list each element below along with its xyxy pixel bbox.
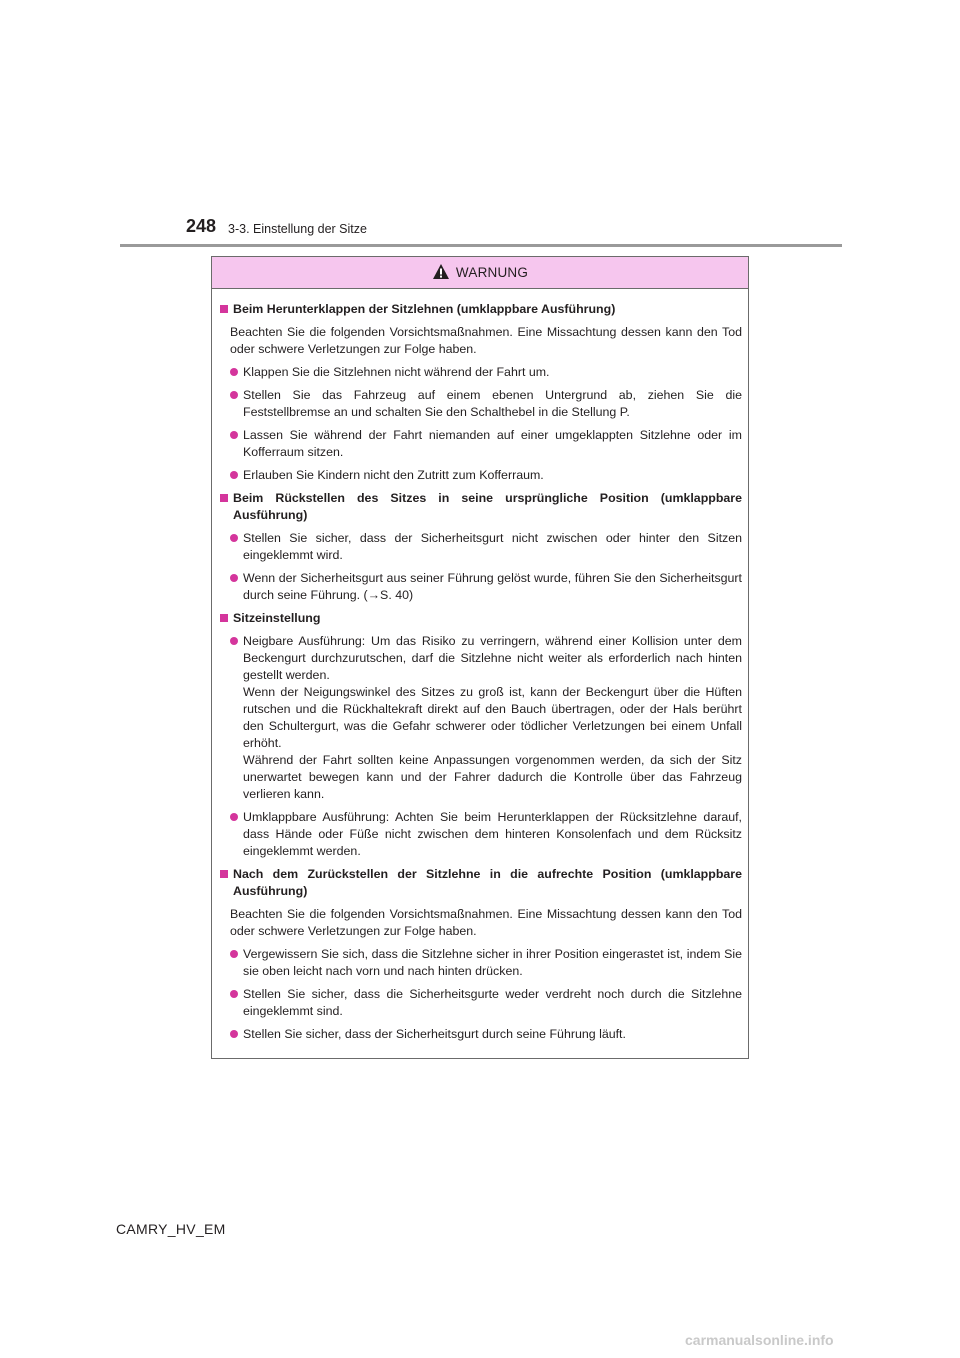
- list-item: Stellen Sie sicher, dass der Sicherheitsgurt nicht zwischen oder hinter den Sitzen eingeklemmt wird.: [219, 530, 742, 564]
- section-title: 3-3. Einstellung der Sitze: [228, 222, 367, 236]
- warning-body: [212, 289, 748, 1043]
- list-item: Klappen Sie die Sitzlehnen nicht während der Fahrt um.: [219, 364, 742, 381]
- circle-bullet-icon: [230, 1030, 238, 1038]
- square-bullet-icon: [220, 614, 228, 622]
- list-item: Wenn der Sicherheitsgurt aus seiner Führung gelöst wurde, führen Sie den Sicherheitsgurt durch seine Führung. (→S. 40): [219, 570, 742, 604]
- circle-bullet-icon: [230, 431, 238, 439]
- warning-box: [211, 256, 749, 1059]
- circle-bullet-icon: [230, 534, 238, 542]
- list-item: Stellen Sie das Fahrzeug auf einem ebenen Untergrund ab, ziehen Sie die Feststellbremse an und schalten Sie den Schalthebel in die Stellung P.: [219, 387, 742, 421]
- paragraph: Beachten Sie die folgenden Vorsichtsmaßnahmen. Eine Missachtung dessen kann den Tod oder schwere Verletzungen zur Folge haben.: [230, 325, 742, 356]
- section-heading: Nach dem Zurückstellen der Sitzlehne in die aufrechte Position (umklappbare Ausführung): [219, 866, 742, 900]
- circle-bullet-icon: [230, 813, 238, 821]
- circle-bullet-icon: [230, 950, 238, 958]
- document-code: CAMRY_HV_EM: [116, 1221, 226, 1237]
- circle-bullet-icon: [230, 471, 238, 479]
- circle-bullet-icon: [230, 368, 238, 376]
- list-item: Lassen Sie während der Fahrt niemanden auf einer umgeklappten Sitzlehne oder im Kofferraum sitzen.: [219, 427, 742, 461]
- list-item: Vergewissern Sie sich, dass die Sitzlehne sicher in ihrer Position eingerastet ist, indem Sie sie oben leicht nach vorn und nach hinten drücken.: [219, 946, 742, 980]
- warning-triangle-icon: [432, 263, 450, 280]
- header-divider: [120, 244, 842, 247]
- circle-bullet-icon: [230, 391, 238, 399]
- list-item: Umklappbare Ausführung: Achten Sie beim Herunterklappen der Rücksitzlehne darauf, dass Hände oder Füße nicht zwischen dem hinteren Konsolenfach und dem Rücksitz eingeklemmt werden.: [219, 809, 742, 860]
- circle-bullet-icon: [230, 574, 238, 582]
- list-item: Erlauben Sie Kindern nicht den Zutritt zum Kofferraum.: [219, 467, 742, 484]
- square-bullet-icon: [220, 870, 228, 878]
- list-item: Stellen Sie sicher, dass der Sicherheitsgurt durch seine Führung läuft.: [219, 1026, 742, 1043]
- paragraph: Beachten Sie die folgenden Vorsichtsmaßnahmen. Eine Missachtung dessen kann den Tod oder schwere Verletzungen zur Folge haben.: [230, 907, 742, 938]
- warning-header: [212, 257, 748, 289]
- page-number: 248: [186, 216, 217, 236]
- list-item: Stellen Sie sicher, dass die Sicherheitsgurte weder verdreht noch durch die Sitzlehne eingeklemmt sind.: [219, 986, 742, 1020]
- circle-bullet-icon: [230, 637, 238, 645]
- section-heading: Beim Rückstellen des Sitzes in seine ursprüngliche Position (umklappbare Ausführung): [219, 490, 742, 524]
- square-bullet-icon: [220, 305, 228, 313]
- square-bullet-icon: [220, 494, 228, 502]
- warning-title: WARNUNG: [455, 265, 529, 280]
- circle-bullet-icon: [230, 990, 238, 998]
- section-heading: Beim Herunterklappen der Sitzlehnen (umklappbare Ausführung): [219, 301, 742, 318]
- list-item: Neigbare Ausführung: Um das Risiko zu verringern, während einer Kollision unter dem Beckengurt durchzurutschen, darf die Sitzlehne nicht weiter als erforderlich nach hinten gestellt werden. Wenn der Neigungswinkel des Sitzes zu groß ist, kann der Beckengurt über die Hüften rutschen und die Rückhaltekraft direkt auf den Bauch übertragen, oder der Hals berührt den Schultergurt, was die Gefahr schwerer oder tödlicher Verletzungen bei einem Unfall erhöht. Während der Fahrt sollten keine Anpassungen vorgenommen werden, da sich der Sitz unerwartet bewegen kann und der Fahrer dadurch die Kontrolle über das Fahrzeug verlieren kann.: [219, 633, 742, 803]
- watermark: carmanualsonline.info: [685, 1332, 834, 1348]
- section-heading: Sitzeinstellung: [219, 610, 742, 627]
